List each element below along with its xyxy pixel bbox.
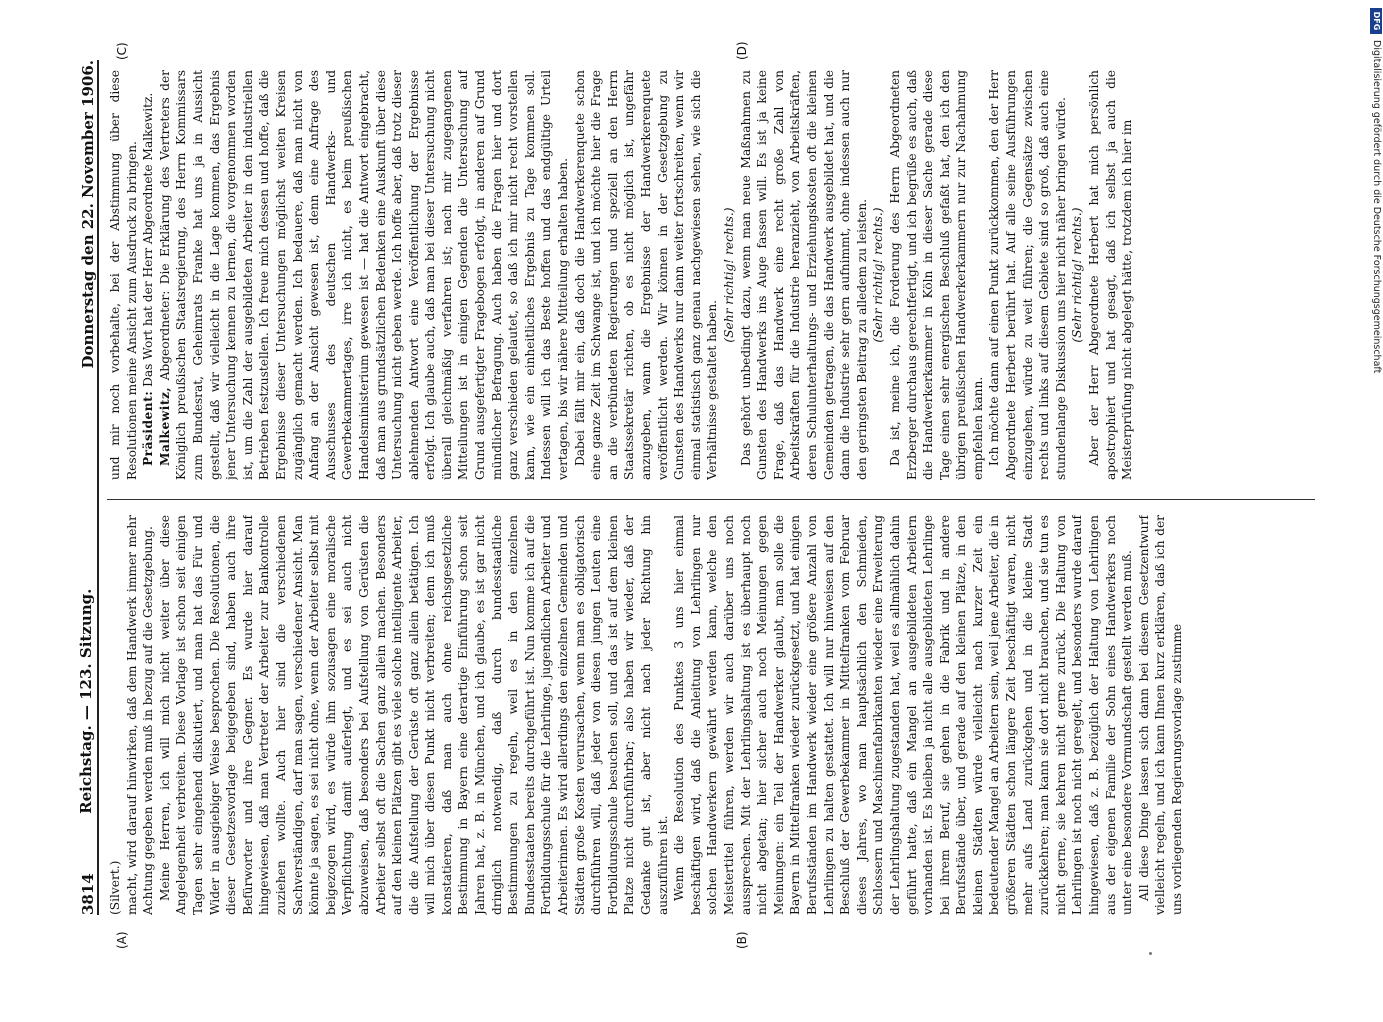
reaction: (Sehr richtig! rechts.) xyxy=(1070,207,1085,343)
header-left-title: Reichstag. — 123. Sitzung. xyxy=(77,588,95,814)
margin-mark-a: (A) xyxy=(115,931,129,949)
right-text-column xyxy=(107,70,1319,480)
dfg-logo xyxy=(1370,8,1382,34)
margin-mark-b: (B) xyxy=(735,931,749,949)
paragraph: und mir noch vorbehalte, bei der Abstimmung über diese Resolutionen meine Ansicht zum Ausdruck zu bringen. xyxy=(108,70,139,480)
president-text: Das Wort hat der Herr Abgeordnete Malkewitz. xyxy=(141,92,156,387)
paragraph: Ich möchte dann auf einen Punkt zurückkommen, den der Herr Abgeordnete Herbert berührt hat. Auf alle seine Ausführungen einzugehen, würde zu weit führen; die Gegensätze zwischen rechts und links auf diesem Gebiete sind so groß, daß auch eine stundenlange Diskussion uns hier nicht näher bringen würde. xyxy=(987,70,1068,480)
margin-mark-d: (D) xyxy=(735,41,749,60)
speaker-label: Malkewitz, xyxy=(157,386,172,466)
president-line xyxy=(140,70,157,480)
margin-mark-c: (C) xyxy=(115,42,129,60)
rotated-document-page xyxy=(45,20,1345,955)
page-header xyxy=(75,60,99,915)
speaker-intro: (Silvert.) xyxy=(108,860,122,915)
reaction: (Sehr richtig! rechts.) xyxy=(721,207,736,343)
dfg-logo-text: DFG xyxy=(1372,11,1381,31)
reaction: (Sehr richtig! rechts.) xyxy=(871,207,886,343)
left-text-column xyxy=(107,515,1319,915)
paragraph: Wenn die Resolution des Punktes 3 uns hier einmal beschäftigen wird, daß die Anleitung von Lehrlingen nur solchen Handwerkern gewährt werden kann, welche den Meistertitel führen, werden wir auch darüber uns noch aussprechen. Mit der Lehrlingshaltung ist es überhaupt noch nicht abgetan; hier sicher auch noch Meinungen gegen Meinungen: ein Teil der Handwerker glaubt, man solle die Bayern in Mittelfranken wieder zurückgesetzt, und hat einigen Berufsständen im Handwerk wieder eine größere Anzahl von Lehrlingen zu halten gestattet. Ich will nur hinweisen auf den Beschluß der Gewerbekammer in Mittelfranken vom Februar dieses Jahres, wo man hauptsächlich den Schmieden, Schlossern und Maschinenfabrikanten wieder eine Erweiterung der Lehrlingshaltung zugestanden hat, weil es allmählich dahin geführt hatte, daß ein Mangel an ausgebildeten Arbeitern vorhanden ist. Es bleiben ja nicht alle ausgebildeten Lehrlinge bei ihrem Beruf, sie gehen in die Fabrik und in andere Berufsstände über, und gerade auf den kleinen Plätze, in den kleinen Städten würde vielleicht nach kurzer Zeit ein bedeutender Mangel an Arbeitern sein, weil jene Arbeiter, die in größeren Städten schon längere Zeit beschäftigt waren, nicht mehr aufs Land zurückgehen und in die kleine Stadt zurückkehren; man kann sie dort nicht brauchen, und sie tun es nicht gerne, sie kehren nicht gerne zurück. Die Haltung von Lehrlingen ist noch nicht geregelt, und besonders wurde darauf hingewiesen, daß z. B. bezüglich der Haltung von Lehrlingen aus der eigenen Familie der Sohn eines Handwerkers noch unter eine besondere Vormundschaft gestellt werden muß. xyxy=(672,515,1135,915)
president-label: Präsident: xyxy=(141,390,156,466)
page-number: 3814 xyxy=(79,873,97,915)
speaker-line xyxy=(157,70,572,480)
paragraph: Das gehört unbedingt dazu, wenn man neue Maßnahmen zu Gunsten des Handwerks ins Auge fassen will. Es ist ja keine Frage, daß das Handwerk eine recht große Zahl von Arbeitskräften für die Industrie heranzieht, von Arbeitskräften, deren Schulunterhaltungs- und Erziehungskosten oft die kleinen Gemeinden getragen, die das Handwerk ausgebildet hat, und die dann die Industrie sehr gern aufnimmt, ohne indessen auch nur den geringsten Beitrag zu alledem zu leisten. xyxy=(738,70,869,480)
paragraph: Aber der Herr Abgeordnete Herbert hat mich persönlich apostrophiert und hat gesagt, daß ich selbst ja auch die Meisterprüfung nicht abgelegt hätte, trotzdem ich hier im xyxy=(1087,70,1135,480)
paragraph: Abgeordneter: Die Erklärung des Vertreters der Königlich preußischen Staatsregierung, des Herrn Kommissars zum Bundesrat, Geheimrats Franke hat uns ja in Aussicht gestellt, daß wir vielleicht in die Lage kommen, das Ergebnis jener Untersuchung kennen zu lernen, die vorgenommen worden ist, um die Zahl der ausgebildeten Arbeiter in den industriellen Betrieben festzustellen. Ich freue mich dessen und hoffe, daß die Ergebnisse dieser Untersuchungen möglichst weiten Kreisen zugänglich gemacht werden. Ich bedauere, daß man nicht von Anfang an der Ansicht gewesen ist, denn eine Anfrage des Ausschusses des deutschen Handwerks- und Gewerbekammertages, irre ich nicht, es beim preußischen Handelsministerium gewesen ist — hat die Antwort eingebracht, daß man aus grundsätzlichen Bedenken eine Auskunft über diese Untersuchung nicht geben werde. Ich hoffe aber, daß trotz dieser ablehnenden Antwort eine Veröffentlichung der Ergebnisse erfolgt. Ich glaube auch, daß man bei dieser Untersuchung nicht überall gleichmäßig verfahren ist; nach mir zugegangenen Mitteilungen ist in einigen Gegenden die Untersuchung auf Grund ausgefertigter Fragebogen erfolgt, in anderen auf Grund mündlicher Befragung. Auch haben die Fragen hier und dort ganz verschieden gelautet, so daß ich mir nicht recht vorstellen kann, wie ein einheitliches Ergebnis zu Tage kommen soll. Indessen will ich das Beste hoffen und das endgültige Urteil vertagen, bis wir nähere Mitteilung erhalten haben. xyxy=(157,70,571,480)
paragraph: All diese Dinge lassen sich dann bei diesem Gesetzentwurf vielleicht regeln, und ich kann Ihnen kurz erklären, daß ich der uns vorliegenden Regierungsvorlage zustimme xyxy=(1136,515,1184,915)
column-divider xyxy=(107,499,1315,500)
paragraph: Meine Herren, ich will mich nicht weiter über diese Angelegenheit verbreiten. Diese Vorlage ist schon seit einigen Tagen sehr eingehend diskutiert, und man hat das Für und Wider in ausgiebiger Weise besprochen. Die Resolutionen, die dieser Gesetzesvorlage beigegeben sind, haben auch ihre Befürworter und ihre Gegner. Es wurde hier darauf hingewiesen, daß man Vertreter der Arbeiter zur Bankontrolle zuziehen wollte. Auch hier sind die verschiedenen Sachverständigen, darf man sagen, verschiedener Ansicht. Man könnte ja sagen, es sei nicht ohne, wenn der Arbeiter selbst mit beigezogen wird, es würde ihm sozusagen eine moralische Verpflichtung damit auferlegt, und es sei auch nicht abzuweisen, daß besonders bei Aufstellung von Gerüsten die Arbeiter selbst oft die Sachen ganz allein machen. Besonders auf den kleinen Plätzen gibt es viele solche intelligente Arbeiter, die die Aufstellung der Gerüste oft ganz allein betätigen. Ich will mich über diesen Punkt nicht verbreiten; denn ich muß konstatieren, daß man auch ohne reichsgesetzliche Bestimmung in Bayern eine derartige Einführung schon seit Jahren hat, z. B. in München, und ich glaube, es ist gar nicht dringlich notwendig, daß durch bundesstaatliche Bestimmungen zu regeln, weil es in den einzelnen Bundesstaaten bereits durchgeführt ist. Nun komme ich auf die Fortbildungsschule für die Lehrlinge, jugendlichen Arbeiter und Arbeiterinnen. Es wird allerdings den einzelnen Gemeinden und Städten große Kosten verursachen, wenn man es obligatorisch durchführen will, daß jeder von diesen jungen Leuten eine Fortbildungsschule besuchen soll, und das ist auf dem kleinen Platze nicht durchführbar; also haben wir wieder, daß der Gedanke gut ist, aber nicht nach jeder Richtung hin auszuführen ist. xyxy=(157,515,670,915)
paragraph: macht, wird darauf hinwirken, daß dem Handwerk immer mehr Achtung gegeben werden muß in bezug auf die Gesetzgebung. xyxy=(124,515,156,915)
digitization-note xyxy=(1370,40,1382,1022)
paragraph: Dabei fällt mir ein, daß doch die Handwerkerenquete schon eine ganze Zeit im Schwange ist, und ich möchte hier die Frage an die verbündeten Regierungen und speziell an den Herrn Staatssekretär richten, ob es nicht möglich ist, ungefähr anzugeben, wann die Ergebnisse der Handwerkerenquete veröffentlicht werden. Wir können in der Gesetzgebung zu Gunsten des Handwerks nur dann weiter fortschreiten, wenn wir einmal statistisch ganz genau nachgewiesen sehen, wie sich die Verhältnisse gestaltet haben. xyxy=(572,70,720,480)
digitization-note-text: Digitalisierung gefördert durch die Deutsche Forschungsgemeinschaft xyxy=(1371,40,1382,374)
paragraph: Da ist, meine ich, die Forderung des Herrn Abgeordneten Erzberger durchaus gerechtfertigt, und ich begrüße es auch, daß die Handwerkerkammer in Köln in dieser Sache gerade diese Tage einen sehr energischen Beschluß gefaßt hat, den ich den übrigen preußischen Handwerkerkammern nur zur Nachahmung empfehlen kann. xyxy=(887,70,985,480)
scan-speck xyxy=(1149,952,1152,955)
header-right-title: Donnerstag den 22. November 1906. xyxy=(79,60,97,369)
